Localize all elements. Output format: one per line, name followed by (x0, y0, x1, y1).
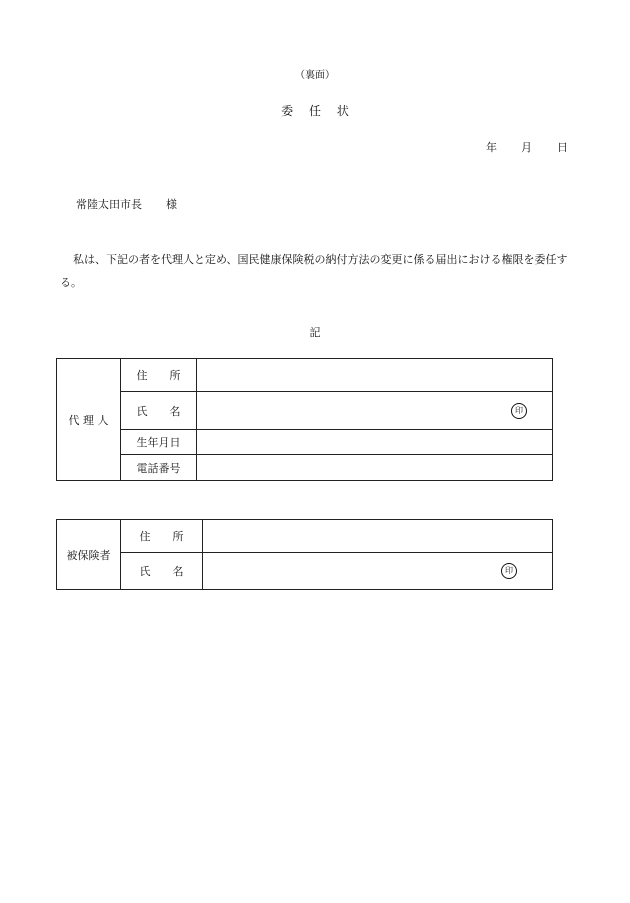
agent-birthdate-label: 生年月日 (121, 430, 197, 455)
insured-address-label: 住 所 (121, 520, 203, 553)
date-month-label: 月 (521, 141, 532, 154)
addressee-name: 常陸太田市長 (76, 198, 142, 211)
agent-table (56, 358, 553, 481)
agent-name-field[interactable] (197, 392, 553, 430)
addressee-honorific: 様 (166, 198, 177, 211)
insured-address-field[interactable] (203, 520, 553, 553)
insured-group-label: 被保険者 (57, 520, 121, 590)
agent-name-label: 氏 名 (121, 392, 197, 430)
title-char: 状 (336, 104, 349, 118)
agent-birthdate-field[interactable] (197, 430, 553, 455)
addressee (76, 196, 177, 212)
document-title (0, 102, 630, 119)
date-day-label: 日 (557, 141, 568, 154)
title-char: 委 (281, 104, 294, 118)
insured-name-label: 氏 名 (121, 553, 203, 590)
back-side-label: （裏面） (295, 70, 335, 81)
agent-phone-field[interactable] (197, 455, 553, 481)
insured-table (56, 519, 553, 590)
agent-group-label: 代 理 人 (57, 359, 121, 481)
agent-address-field[interactable] (197, 359, 553, 392)
agent-address-label: 住 所 (121, 359, 197, 392)
date-year-label: 年 (486, 141, 497, 154)
ki-heading: 記 (309, 326, 321, 339)
title-char: 任 (308, 104, 321, 118)
seal-icon: 印 (511, 403, 527, 419)
seal-icon: 印 (501, 563, 517, 579)
insured-name-field[interactable] (203, 553, 553, 590)
delegation-statement: 私は、下記の者を代理人と定め、国民健康保険税の納付方法の変更に係る届出における権限を委任する。 (60, 253, 568, 289)
agent-phone-label: 電話番号 (121, 455, 197, 481)
